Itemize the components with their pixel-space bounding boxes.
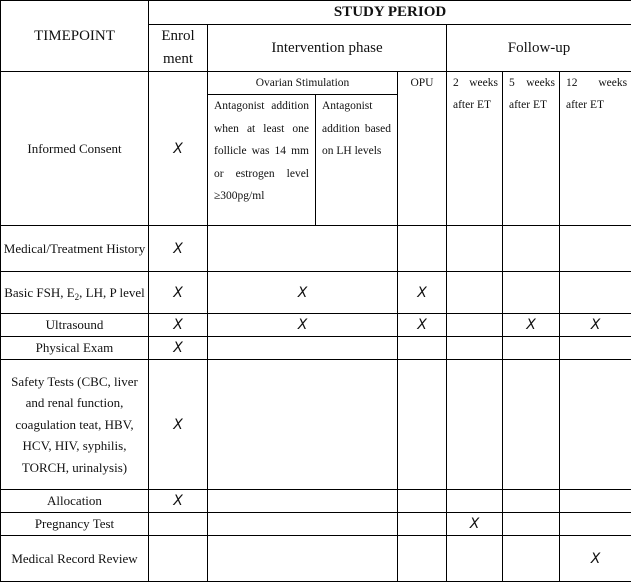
x-mark: X xyxy=(470,516,480,532)
x-mark: X xyxy=(173,317,183,333)
follow-up-2-weeks-line2: after ET xyxy=(453,94,502,116)
follow-up-12-weeks-line1: 12 weeks xyxy=(566,72,631,94)
cell-ultrasound-opu xyxy=(398,314,447,337)
x-mark: X xyxy=(298,285,308,301)
x-mark: X xyxy=(591,317,601,333)
cell-empty xyxy=(208,337,398,360)
cell-empty xyxy=(503,272,560,314)
follow-up-2-weeks-line1: 2 weeks xyxy=(453,72,502,94)
cell-physical-exam-enrolment xyxy=(149,337,208,360)
cell-allocation-enrolment xyxy=(149,490,208,513)
cell-empty xyxy=(208,536,398,582)
cell-empty xyxy=(398,226,447,272)
follow-up-header: Follow-up xyxy=(447,25,631,72)
follow-up-5-weeks-line1: 5 weeks xyxy=(509,72,559,94)
cell-empty xyxy=(149,536,208,582)
x-mark: X xyxy=(417,317,427,333)
antagonist-follicle-header: Antagonist addition when at least one follicle was 14 mm or estrogen level ≥300pg/ml xyxy=(208,95,316,226)
cell-empty xyxy=(560,337,631,360)
row-label-medical-history: Medical/Treatment History xyxy=(1,226,149,272)
cell-empty xyxy=(447,490,503,513)
row-label-physical-exam: Physical Exam xyxy=(1,337,149,360)
cell-empty xyxy=(447,272,503,314)
intervention-phase-header: Intervention phase xyxy=(208,25,447,72)
x-mark: X xyxy=(591,551,601,567)
antagonist-lh-header: Antagonist addition based on LH levels xyxy=(316,95,398,226)
cell-empty xyxy=(447,360,503,490)
follow-up-5-weeks-header xyxy=(503,72,560,226)
cell-empty xyxy=(398,337,447,360)
cell-empty xyxy=(560,360,631,490)
follow-up-12-weeks-line2: after ET xyxy=(566,94,631,116)
cell-empty xyxy=(398,360,447,490)
cell-ultrasound-enrolment xyxy=(149,314,208,337)
cell-record-review-12-weeks xyxy=(560,536,631,582)
x-mark: X xyxy=(173,285,183,301)
cell-pregnancy-test-2-weeks xyxy=(447,513,503,536)
x-mark: X xyxy=(173,493,183,509)
cell-ultrasound-12-weeks xyxy=(560,314,631,337)
cell-empty xyxy=(503,513,560,536)
cell-empty xyxy=(560,226,631,272)
x-mark: X xyxy=(173,340,183,356)
cell-empty xyxy=(447,314,503,337)
basic-hormones-subscript: 2 xyxy=(75,292,80,302)
cell-empty xyxy=(398,536,447,582)
x-mark: X xyxy=(417,285,427,301)
cell-empty xyxy=(208,490,398,513)
cell-empty xyxy=(503,490,560,513)
cell-empty xyxy=(208,360,398,490)
row-label-informed-consent: Informed Consent xyxy=(1,72,149,226)
x-mark: X xyxy=(298,317,308,333)
follow-up-12-weeks-header xyxy=(560,72,631,226)
x-mark: X xyxy=(526,317,536,333)
row-label-basic-hormones xyxy=(1,272,149,314)
cell-medical-history-enrolment xyxy=(149,226,208,272)
x-mark: X xyxy=(173,141,183,157)
x-mark: X xyxy=(173,241,183,257)
basic-hormones-suffix: , LH, P level xyxy=(79,285,145,300)
row-label-pregnancy-test: Pregnancy Test xyxy=(1,513,149,536)
follow-up-5-weeks-line2: after ET xyxy=(509,94,559,116)
cell-empty xyxy=(503,337,560,360)
cell-empty xyxy=(398,490,447,513)
cell-empty xyxy=(447,536,503,582)
ovarian-stimulation-header: Ovarian Stimulation xyxy=(208,72,398,95)
cell-basic-hormones-enrolment xyxy=(149,272,208,314)
row-label-ultrasound: Ultrasound xyxy=(1,314,149,337)
cell-empty xyxy=(503,536,560,582)
cell-empty xyxy=(208,513,398,536)
row-label-record-review: Medical Record Review xyxy=(1,536,149,582)
cell-empty xyxy=(503,360,560,490)
cell-empty xyxy=(208,226,398,272)
cell-empty xyxy=(447,226,503,272)
cell-empty xyxy=(149,513,208,536)
enrolment-header: Enrol ment xyxy=(149,25,208,72)
follow-up-2-weeks-header xyxy=(447,72,503,226)
study-period-header: STUDY PERIOD xyxy=(149,1,631,25)
cell-empty xyxy=(560,272,631,314)
timepoint-header: TIMEPOINT xyxy=(1,1,149,72)
cell-basic-hormones-stimulation xyxy=(208,272,398,314)
cell-ultrasound-5-weeks xyxy=(503,314,560,337)
cell-empty xyxy=(503,226,560,272)
basic-hormones-prefix: Basic FSH, E xyxy=(4,285,74,300)
opu-header: OPU xyxy=(398,72,447,226)
cell-ultrasound-stimulation xyxy=(208,314,398,337)
cell-empty xyxy=(560,513,631,536)
cell-informed-consent-enrolment xyxy=(149,72,208,226)
cell-empty xyxy=(560,490,631,513)
cell-safety-tests-enrolment xyxy=(149,360,208,490)
cell-empty xyxy=(398,513,447,536)
cell-empty xyxy=(447,337,503,360)
row-label-allocation: Allocation xyxy=(1,490,149,513)
row-label-safety-tests: Safety Tests (CBC, liver and renal function, coagulation teat, HBV, HCV, HIV, syphilis, TORCH, urinalysis) xyxy=(1,360,149,490)
x-mark: X xyxy=(173,417,183,433)
cell-basic-hormones-opu xyxy=(398,272,447,314)
